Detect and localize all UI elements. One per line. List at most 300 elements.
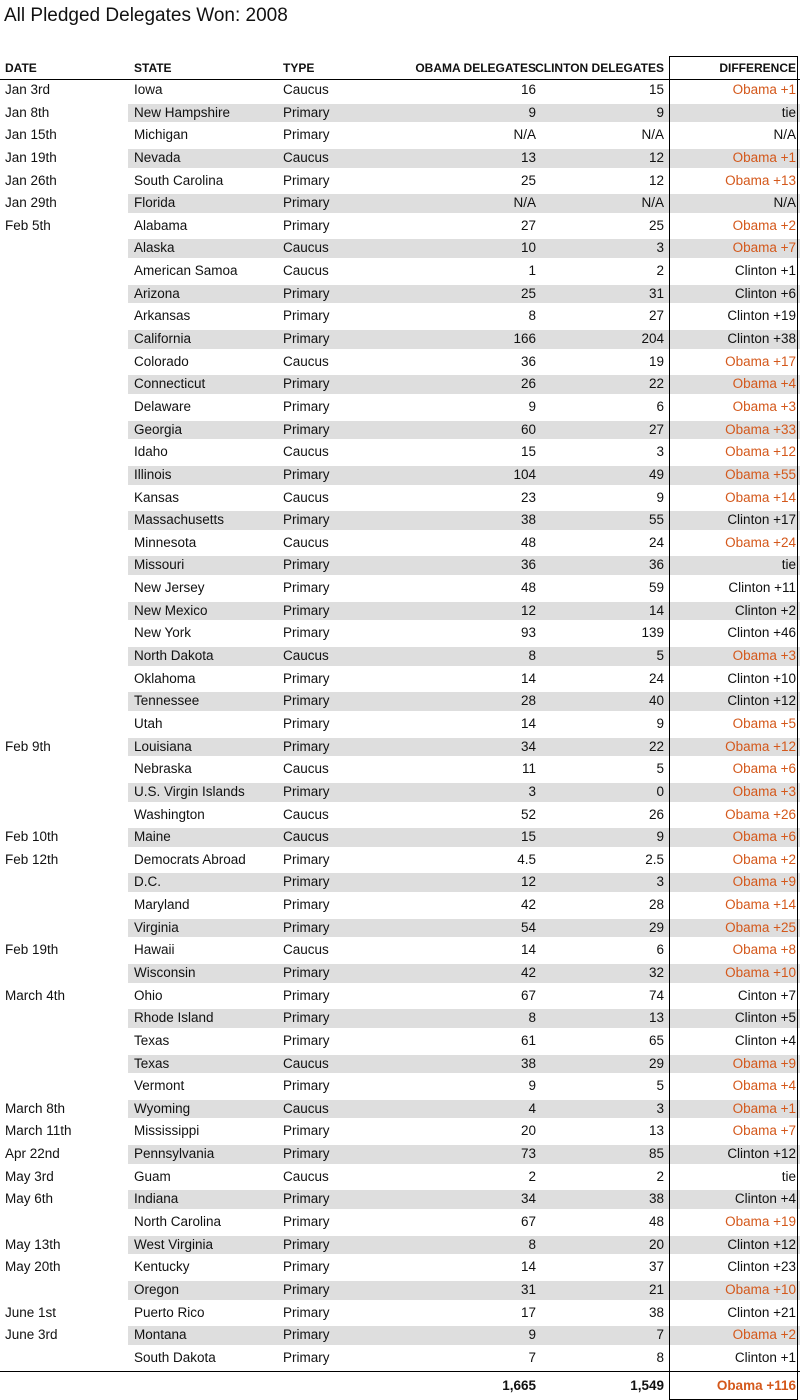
cell-type: Primary [283, 1214, 330, 1230]
cell-difference: Obama +5 [732, 715, 796, 731]
row-shading [128, 466, 800, 485]
table-row [0, 1166, 800, 1189]
cell-type: Primary [283, 557, 330, 573]
cell-type: Primary [283, 331, 330, 347]
cell-date: Jan 29th [5, 195, 57, 211]
cell-difference: Obama +9 [732, 1055, 796, 1071]
table-row [0, 645, 800, 668]
cell-state: Missouri [134, 557, 185, 573]
table-row [0, 758, 800, 781]
cell-obama-delegates: 34 [520, 738, 536, 754]
table-row [0, 192, 800, 215]
cell-difference: Obama +25 [725, 919, 796, 935]
cell-state: West Virginia [134, 1236, 214, 1252]
cell-difference: Clinton +17 [727, 512, 796, 528]
cell-obama-delegates: 104 [513, 466, 536, 482]
cell-clinton-delegates: 29 [648, 919, 664, 935]
cell-type: Primary [283, 783, 330, 799]
cell-type: Primary [283, 1259, 330, 1275]
table-row [0, 373, 800, 396]
table-row [0, 1211, 800, 1234]
table-row [0, 939, 800, 962]
cell-date: June 3rd [5, 1327, 58, 1343]
table-row [0, 600, 800, 623]
cell-clinton-delegates: 59 [648, 580, 664, 596]
cell-state: Pennsylvania [134, 1146, 215, 1162]
cell-state: New Hampshire [134, 104, 231, 120]
cell-clinton-delegates: 204 [641, 331, 664, 347]
cell-type: Primary [283, 987, 330, 1003]
table-row [0, 1324, 800, 1347]
row-shading [128, 421, 800, 440]
cell-obama-delegates: 1 [528, 263, 536, 279]
cell-date: Feb 12th [5, 851, 59, 867]
cell-obama-delegates: 23 [520, 489, 536, 505]
table-row [0, 804, 800, 827]
table-row [0, 622, 800, 645]
cell-type: Caucus [283, 489, 329, 505]
cell-state: Montana [134, 1327, 187, 1343]
cell-difference: Clinton +23 [727, 1259, 796, 1275]
cell-clinton-delegates: 38 [648, 1191, 664, 1207]
cell-obama-delegates: 11 [521, 761, 536, 777]
row-shading [128, 1190, 800, 1209]
cell-state: U.S. Virgin Islands [134, 783, 245, 799]
cell-difference: Clinton +19 [727, 308, 796, 324]
cell-clinton-delegates: 3 [656, 874, 664, 890]
cell-difference: Clinton +11 [728, 580, 796, 596]
table-row [0, 487, 800, 510]
cell-clinton-delegates: 3 [656, 240, 664, 256]
header-clinton-delegates: CLINTON DELEGATES [535, 61, 664, 75]
cell-state: Florida [134, 195, 176, 211]
row-shading [128, 828, 800, 847]
row-shading [128, 511, 800, 530]
cell-type: Caucus [283, 761, 329, 777]
cell-difference: tie [781, 1168, 796, 1184]
cell-obama-delegates: 8 [528, 1010, 536, 1026]
cell-clinton-delegates: N/A [641, 127, 664, 143]
cell-clinton-delegates: 38 [648, 1304, 664, 1320]
cell-clinton-delegates: 9 [656, 104, 664, 120]
cell-type: Primary [283, 1191, 330, 1207]
cell-obama-delegates: 67 [520, 987, 536, 1003]
cell-state: Nebraska [134, 761, 192, 777]
table-row [0, 1188, 800, 1211]
cell-clinton-delegates: 19 [648, 353, 664, 369]
cell-clinton-delegates: 3 [656, 444, 664, 460]
cell-type: Caucus [283, 829, 329, 845]
cell-clinton-delegates: 22 [648, 376, 664, 392]
cell-type: Primary [283, 1236, 330, 1252]
cell-obama-delegates: 36 [520, 353, 536, 369]
cell-difference: Clinton +46 [727, 625, 796, 641]
cell-type: Caucus [283, 240, 329, 256]
cell-difference: Obama +3 [732, 648, 796, 664]
cell-type: Primary [283, 104, 330, 120]
cell-type: Primary [283, 715, 330, 731]
cell-clinton-delegates: 26 [648, 806, 664, 822]
cell-clinton-delegates: 85 [648, 1146, 664, 1162]
cell-obama-delegates: 67 [520, 1214, 536, 1230]
cell-obama-delegates: 27 [520, 217, 536, 233]
cell-clinton-delegates: 3 [656, 1100, 664, 1116]
cell-obama-delegates: 42 [520, 964, 536, 980]
cell-obama-delegates: 14 [520, 942, 536, 958]
cell-difference: Obama +6 [732, 761, 796, 777]
cell-obama-delegates: 17 [520, 1304, 536, 1320]
row-shading [128, 1009, 800, 1028]
cell-obama-delegates: 25 [520, 285, 536, 301]
header-difference: DIFFERENCE [719, 61, 796, 75]
cell-type: Caucus [283, 534, 329, 550]
cell-clinton-delegates: 9 [656, 489, 664, 505]
cell-difference: Clinton +4 [734, 1191, 796, 1207]
cell-difference: Clinton +12 [727, 1236, 796, 1252]
cell-type: Primary [283, 1304, 330, 1320]
cell-difference: Obama +3 [732, 783, 796, 799]
cell-state: Louisiana [134, 738, 192, 754]
cell-difference: Obama +55 [725, 466, 796, 482]
cell-difference: Clinton +38 [727, 331, 796, 347]
cell-clinton-delegates: 8 [656, 1349, 664, 1365]
cell-type: Caucus [283, 648, 329, 664]
cell-date: Jan 3rd [5, 82, 51, 97]
cell-obama-delegates: 4 [528, 1100, 536, 1116]
cell-date: May 6th [5, 1191, 54, 1207]
cell-clinton-delegates: 22 [648, 738, 664, 754]
cell-obama-delegates: 10 [520, 240, 536, 256]
table-row [0, 668, 800, 691]
cell-difference: Cinton +7 [737, 987, 796, 1003]
table-row [0, 1075, 800, 1098]
cell-type: Primary [283, 851, 330, 867]
cell-state: Democrats Abroad [134, 851, 246, 867]
cell-clinton-delegates: 139 [641, 625, 664, 641]
cell-state: Maryland [134, 897, 190, 913]
cell-type: Primary [283, 466, 330, 482]
cell-type: Primary [283, 172, 330, 188]
cell-date: Feb 9th [5, 738, 51, 754]
cell-type: Primary [283, 897, 330, 913]
cell-clinton-delegates: 40 [648, 693, 664, 709]
cell-clinton-delegates: 65 [648, 1032, 664, 1048]
table-row [0, 894, 800, 917]
cell-difference: Obama +14 [725, 897, 796, 913]
total-clinton-delegates: 1,549 [630, 1378, 664, 1394]
table-row [0, 1030, 800, 1053]
cell-difference: Obama +1 [732, 1100, 796, 1116]
cell-obama-delegates: 8 [528, 648, 536, 664]
cell-difference: Obama +12 [725, 444, 796, 460]
table-row [0, 396, 800, 419]
cell-type: Caucus [283, 1168, 329, 1184]
cell-state: Arizona [134, 285, 180, 301]
cell-clinton-delegates: 13 [648, 1010, 664, 1026]
cell-difference: Obama +6 [732, 829, 796, 845]
table-row [0, 917, 800, 940]
cell-date: March 11th [5, 1123, 72, 1139]
cell-difference: Obama +9 [732, 874, 796, 890]
table-row [0, 305, 800, 328]
cell-state: Oregon [134, 1281, 180, 1297]
cell-type: Primary [283, 1078, 330, 1094]
cell-state: Colorado [134, 353, 189, 369]
cell-obama-delegates: 38 [520, 1055, 536, 1071]
cell-clinton-delegates: 9 [656, 829, 664, 845]
table-row [0, 124, 800, 147]
cell-clinton-delegates: 12 [648, 172, 664, 188]
cell-obama-delegates: 60 [520, 421, 536, 437]
table-row [0, 509, 800, 532]
cell-type: Primary [283, 580, 330, 596]
cell-type: Primary [283, 1146, 330, 1162]
table-row [0, 147, 800, 170]
cell-obama-delegates: 61 [520, 1032, 536, 1048]
cell-date: May 3rd [5, 1168, 54, 1184]
cell-clinton-delegates: 21 [648, 1281, 664, 1297]
cell-type: Primary [283, 308, 330, 324]
cell-obama-delegates: 48 [520, 534, 536, 550]
table-row [0, 1347, 800, 1370]
cell-clinton-delegates: 12 [648, 149, 664, 165]
cell-obama-delegates: 7 [528, 1349, 536, 1365]
cell-difference: Obama +13 [725, 172, 796, 188]
header-type: TYPE [283, 61, 315, 75]
table-row [0, 1120, 800, 1143]
cell-obama-delegates: N/A [513, 127, 536, 143]
cell-clinton-delegates: 27 [648, 421, 664, 437]
row-shading [128, 285, 800, 304]
cell-date: Feb 19th [5, 942, 59, 958]
cell-state: North Dakota [134, 648, 214, 664]
cell-obama-delegates: 38 [520, 512, 536, 528]
cell-obama-delegates: 4.5 [517, 851, 536, 867]
cell-type: Primary [283, 670, 330, 686]
cell-clinton-delegates: 15 [648, 82, 664, 97]
cell-clinton-delegates: 74 [648, 987, 664, 1003]
cell-state: Minnesota [134, 534, 197, 550]
table-row [0, 1234, 800, 1257]
cell-difference: N/A [773, 195, 796, 211]
table-row [0, 328, 800, 351]
cell-difference: Obama +10 [725, 1281, 796, 1297]
cell-difference: tie [781, 104, 796, 120]
cell-difference: Obama +24 [725, 534, 796, 550]
cell-state: California [134, 331, 192, 347]
cell-type: Caucus [283, 1100, 329, 1116]
cell-state: Michigan [134, 127, 189, 143]
cell-state: South Dakota [134, 1349, 216, 1365]
cell-clinton-delegates: 14 [648, 602, 664, 618]
cell-clinton-delegates: 2 [656, 263, 664, 279]
cell-state: Idaho [134, 444, 168, 460]
cell-type: Primary [283, 1327, 330, 1343]
cell-state: Guam [134, 1168, 171, 1184]
cell-difference: Obama +1 [732, 82, 796, 97]
table-row [0, 1053, 800, 1076]
cell-clinton-delegates: 37 [648, 1259, 664, 1275]
cell-type: Primary [283, 919, 330, 935]
cell-type: Caucus [283, 444, 329, 460]
row-shading [128, 194, 800, 213]
row-shading [128, 692, 800, 711]
cell-state: Rhode Island [134, 1010, 214, 1026]
table-row [0, 1007, 800, 1030]
cell-obama-delegates: 14 [520, 1259, 536, 1275]
cell-date: Jan 8th [5, 104, 50, 120]
table-row [0, 736, 800, 759]
table-row [0, 351, 800, 374]
total-difference: Obama +116 [716, 1378, 796, 1394]
cell-type: Primary [283, 285, 330, 301]
cell-obama-delegates: 26 [520, 376, 536, 392]
cell-clinton-delegates: 24 [648, 670, 664, 686]
cell-obama-delegates: 25 [520, 172, 536, 188]
cell-difference: Clinton +21 [727, 1304, 796, 1320]
cell-difference: Obama +12 [725, 738, 796, 754]
cell-state: Kansas [134, 489, 180, 505]
cell-type: Primary [283, 602, 330, 618]
cell-type: Caucus [283, 353, 329, 369]
cell-state: Ohio [134, 987, 163, 1003]
cell-type: Primary [283, 1349, 330, 1365]
table-row [0, 690, 800, 713]
cell-obama-delegates: 93 [520, 625, 536, 641]
cell-obama-delegates: 9 [528, 104, 536, 120]
cell-obama-delegates: 28 [520, 693, 536, 709]
cell-difference: Clinton +5 [734, 1010, 796, 1026]
cell-difference: tie [781, 557, 796, 573]
cell-date: Apr 22nd [5, 1146, 60, 1162]
cell-type: Caucus [283, 1055, 329, 1071]
cell-type: Primary [283, 1010, 330, 1026]
table-row [0, 237, 800, 260]
row-shading [128, 1100, 800, 1119]
cell-obama-delegates: 2 [528, 1168, 536, 1184]
row-shading [128, 375, 800, 394]
cell-state: Arkansas [134, 308, 191, 324]
table-row [0, 170, 800, 193]
cell-type: Primary [283, 964, 330, 980]
header-date: DATE [5, 61, 37, 75]
cell-clinton-delegates: 9 [656, 715, 664, 731]
cell-obama-delegates: 12 [520, 874, 536, 890]
cell-date: Feb 10th [5, 829, 59, 845]
row-shading [128, 602, 800, 621]
cell-date: Jan 15th [5, 127, 57, 143]
cell-clinton-delegates: 32 [648, 964, 664, 980]
cell-difference: Clinton +1 [734, 263, 796, 279]
cell-obama-delegates: 73 [520, 1146, 536, 1162]
cell-difference: Obama +2 [732, 217, 796, 233]
cell-difference: N/A [773, 127, 796, 143]
cell-obama-delegates: 16 [520, 82, 536, 97]
cell-difference: Obama +17 [725, 353, 796, 369]
cell-state: Alaska [134, 240, 175, 256]
cell-clinton-delegates: 0 [656, 783, 664, 799]
table-row [0, 577, 800, 600]
cell-state: New Jersey [134, 580, 205, 596]
cell-clinton-delegates: 5 [656, 761, 664, 777]
table-row [0, 419, 800, 442]
cell-date: March 8th [5, 1100, 66, 1116]
row-shading [128, 239, 800, 258]
table-row [0, 1279, 800, 1302]
cell-type: Caucus [283, 149, 329, 165]
row-shading [128, 964, 800, 983]
row-shading [128, 1055, 800, 1074]
cell-type: Primary [283, 1032, 330, 1048]
cell-state: Wyoming [134, 1100, 191, 1116]
cell-state: Washington [134, 806, 205, 822]
cell-difference: Obama +7 [732, 1123, 796, 1139]
cell-type: Primary [283, 195, 330, 211]
cell-date: Feb 5th [5, 217, 51, 233]
cell-obama-delegates: 34 [520, 1191, 536, 1207]
cell-type: Primary [283, 127, 330, 143]
cell-difference: Clinton +4 [734, 1032, 796, 1048]
row-shading [128, 330, 800, 349]
cell-difference: Obama +2 [732, 1327, 796, 1343]
page-title: All Pledged Delegates Won: 2008 [4, 5, 288, 26]
cell-clinton-delegates: 31 [648, 285, 664, 301]
table-row [0, 102, 800, 125]
cell-difference: Clinton +10 [727, 670, 796, 686]
table-row [0, 441, 800, 464]
totals-row [0, 1372, 800, 1400]
cell-type: Caucus [283, 942, 329, 958]
cell-date: May 20th [5, 1259, 61, 1275]
cell-difference: Obama +14 [725, 489, 796, 505]
cell-date: Jan 19th [5, 149, 57, 165]
table-row [0, 283, 800, 306]
table-row [0, 215, 800, 238]
cell-obama-delegates: 42 [520, 897, 536, 913]
cell-clinton-delegates: N/A [641, 195, 664, 211]
cell-difference: Obama +4 [732, 1078, 796, 1094]
row-shading [128, 1145, 800, 1164]
cell-clinton-delegates: 55 [648, 512, 664, 528]
cell-clinton-delegates: 20 [648, 1236, 664, 1252]
table-row [0, 871, 800, 894]
cell-difference: Obama +26 [725, 806, 796, 822]
cell-state: Virginia [134, 919, 179, 935]
cell-state: Texas [134, 1032, 170, 1048]
table-row [0, 1302, 800, 1325]
cell-clinton-delegates: 6 [656, 398, 664, 414]
cell-obama-delegates: 13 [520, 149, 536, 165]
cell-clinton-delegates: 27 [648, 308, 664, 324]
cell-difference: Obama +7 [732, 240, 796, 256]
cell-state: Delaware [134, 398, 192, 414]
cell-state: New Mexico [134, 602, 208, 618]
cell-difference: Obama +1 [732, 149, 796, 165]
cell-type: Caucus [283, 82, 329, 97]
cell-type: Primary [283, 217, 330, 233]
cell-clinton-delegates: 48 [648, 1214, 664, 1230]
cell-type: Primary [283, 738, 330, 754]
cell-obama-delegates: 15 [520, 829, 536, 845]
delegates-table-body [0, 79, 800, 1370]
cell-clinton-delegates: 5 [656, 1078, 664, 1094]
cell-clinton-delegates: 6 [656, 942, 664, 958]
cell-obama-delegates: N/A [513, 195, 536, 211]
cell-difference: Clinton +6 [734, 285, 796, 301]
cell-type: Primary [283, 398, 330, 414]
cell-difference: Clinton +12 [727, 693, 796, 709]
cell-state: Texas [134, 1055, 170, 1071]
